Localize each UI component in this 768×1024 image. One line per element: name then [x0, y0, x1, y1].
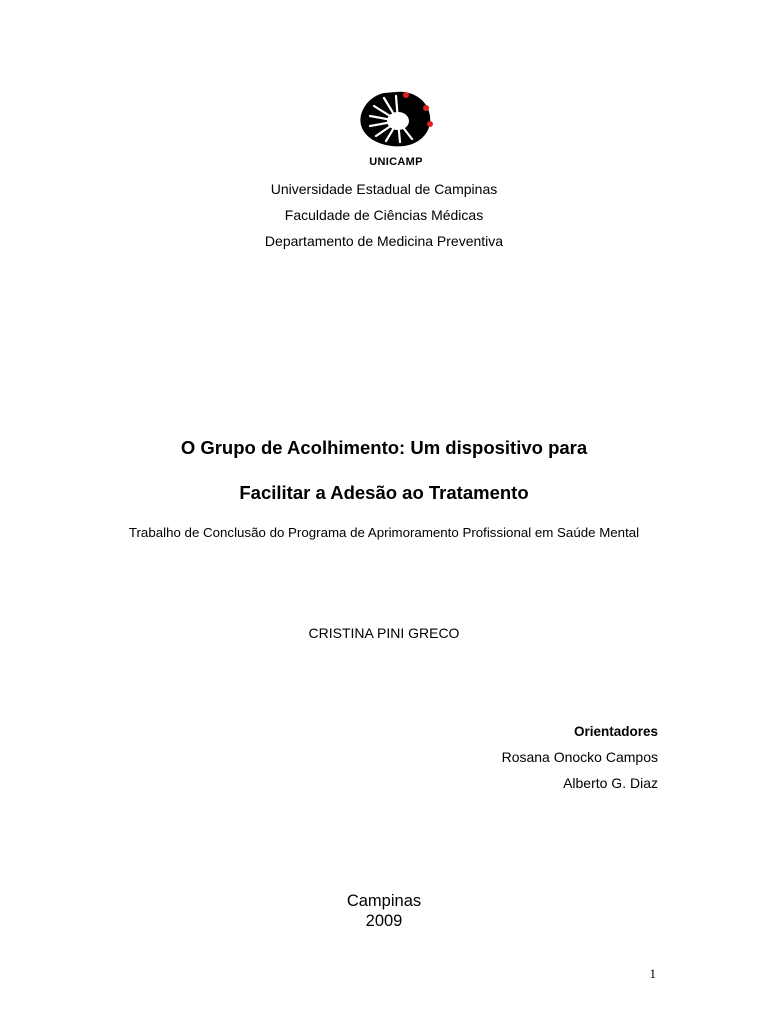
title-line-2: Facilitar a Adesão ao Tratamento — [239, 482, 529, 503]
page-number: 1 — [649, 966, 656, 981]
author-name: CRISTINA PINI GRECO — [308, 625, 460, 641]
advisor-name: Alberto G. Diaz — [563, 775, 658, 791]
year: 2009 — [365, 912, 403, 930]
unicamp-logo — [354, 88, 438, 172]
department-name: Departamento de Medicina Preventiva — [264, 233, 504, 249]
advisors-heading: Orientadores — [573, 724, 658, 739]
advisor-name: Rosana Onocko Campos — [501, 749, 658, 765]
logo-wordmark: UNICAMP — [369, 156, 423, 168]
faculty-name: Faculdade de Ciências Médicas — [284, 207, 484, 223]
subtitle: Trabalho de Conclusão do Programa de Aprimoramento Profissional em Saúde Mental — [128, 525, 640, 540]
unicamp-logo-icon — [354, 88, 438, 152]
city: Campinas — [346, 892, 422, 910]
title-line-1: O Grupo de Acolhimento: Um dispositivo para — [180, 437, 588, 458]
university-name: Universidade Estadual de Campinas — [270, 181, 498, 197]
